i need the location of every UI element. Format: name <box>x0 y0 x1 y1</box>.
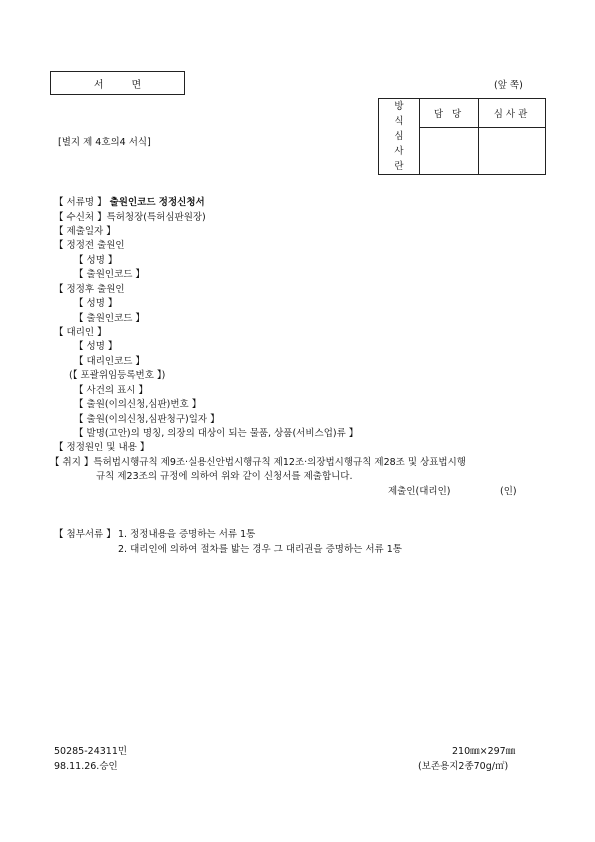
approval-char: 방 <box>394 101 404 112</box>
agent-name-row: 【 성명 】 <box>74 341 118 352</box>
attachment-label: 【 첨부서류 】 <box>54 529 116 540</box>
reason-row: 【 정정원인 및 내용 】 <box>54 442 150 453</box>
after-applicant-row: 【 정정후 출원인 <box>54 284 125 295</box>
approval-examiner-cell <box>479 128 546 175</box>
agent-reg-row: (【 포괄위임등록번호 】) <box>69 370 166 381</box>
approval-char: 란 <box>394 161 404 172</box>
approval-char: 심 <box>394 131 404 142</box>
approval-col-examiner: 심사관 <box>479 99 546 128</box>
footer-approved: 98.11.26.승인 <box>54 761 118 772</box>
form-title-box <box>50 71 185 95</box>
approval-col-staff: 담 당 <box>420 99 479 128</box>
form-reference: [별지 제 4호의4 서식] <box>58 137 151 148</box>
agent-code-row: 【 대리인코드 】 <box>74 356 145 367</box>
seal-mark: (인) <box>500 486 517 497</box>
approval-char: 식 <box>394 116 404 127</box>
approval-char: 사 <box>394 146 404 157</box>
application-date-row: 【 출원(이의신청,심판청구)일자 】 <box>74 414 220 425</box>
invention-row: 【 발명(고안)의 명칭, 의장의 대상이 되는 물품, 상품(서비스업)류 】 <box>74 428 359 439</box>
after-code-row: 【 출원인코드 】 <box>74 313 145 324</box>
approval-table <box>378 98 546 175</box>
approval-side-label <box>379 99 420 175</box>
approval-staff-cell <box>420 128 479 175</box>
purpose-line-1: 【 취지 】특허법시행규칙 제9조·실용신안법시행규칙 제12조·의장법시행규칙 제28조 및 상표법시행 <box>50 457 466 468</box>
doc-name-label: 【 서류명 】 <box>54 197 107 208</box>
purpose-line-2: 규칙 제23조의 규정에 의하여 위와 같이 신청서를 제출합니다. <box>96 471 353 482</box>
after-name-row: 【 성명 】 <box>74 298 118 309</box>
application-number-row: 【 출원(이의신청,심판)번호 】 <box>74 399 202 410</box>
recipient-row: 【 수신처 】특허청장(특허심판원장) <box>54 212 206 223</box>
footer-code: 50285-24311민 <box>54 746 128 757</box>
before-code-row: 【 출원인코드 】 <box>74 269 145 280</box>
submitter-label: 제출인(대리인) <box>388 486 451 497</box>
form-title: 서면 <box>93 79 170 91</box>
doc-name-value: 출원인코드 정정신청서 <box>109 197 205 208</box>
attachment-item-1: 1. 정정내용을 증명하는 서류 1통 <box>118 529 256 540</box>
footer-size: 210㎜×297㎜ <box>452 746 516 757</box>
before-name-row: 【 성명 】 <box>74 255 118 266</box>
page-side-label: (앞 쪽) <box>494 80 523 91</box>
before-applicant-row: 【 정정전 출원인 <box>54 240 125 251</box>
case-row: 【 사건의 표시 】 <box>74 385 148 396</box>
submit-date-row: 【 제출일자 】 <box>54 226 116 237</box>
footer-paper: (보존용지2종70g/㎡) <box>418 761 509 772</box>
attachment-item-2: 2. 대리인에 의하여 절차를 밟는 경우 그 대리권을 증명하는 서류 1통 <box>118 544 402 555</box>
doc-name-row <box>54 196 205 209</box>
agent-row: 【 대리인 】 <box>54 327 107 338</box>
